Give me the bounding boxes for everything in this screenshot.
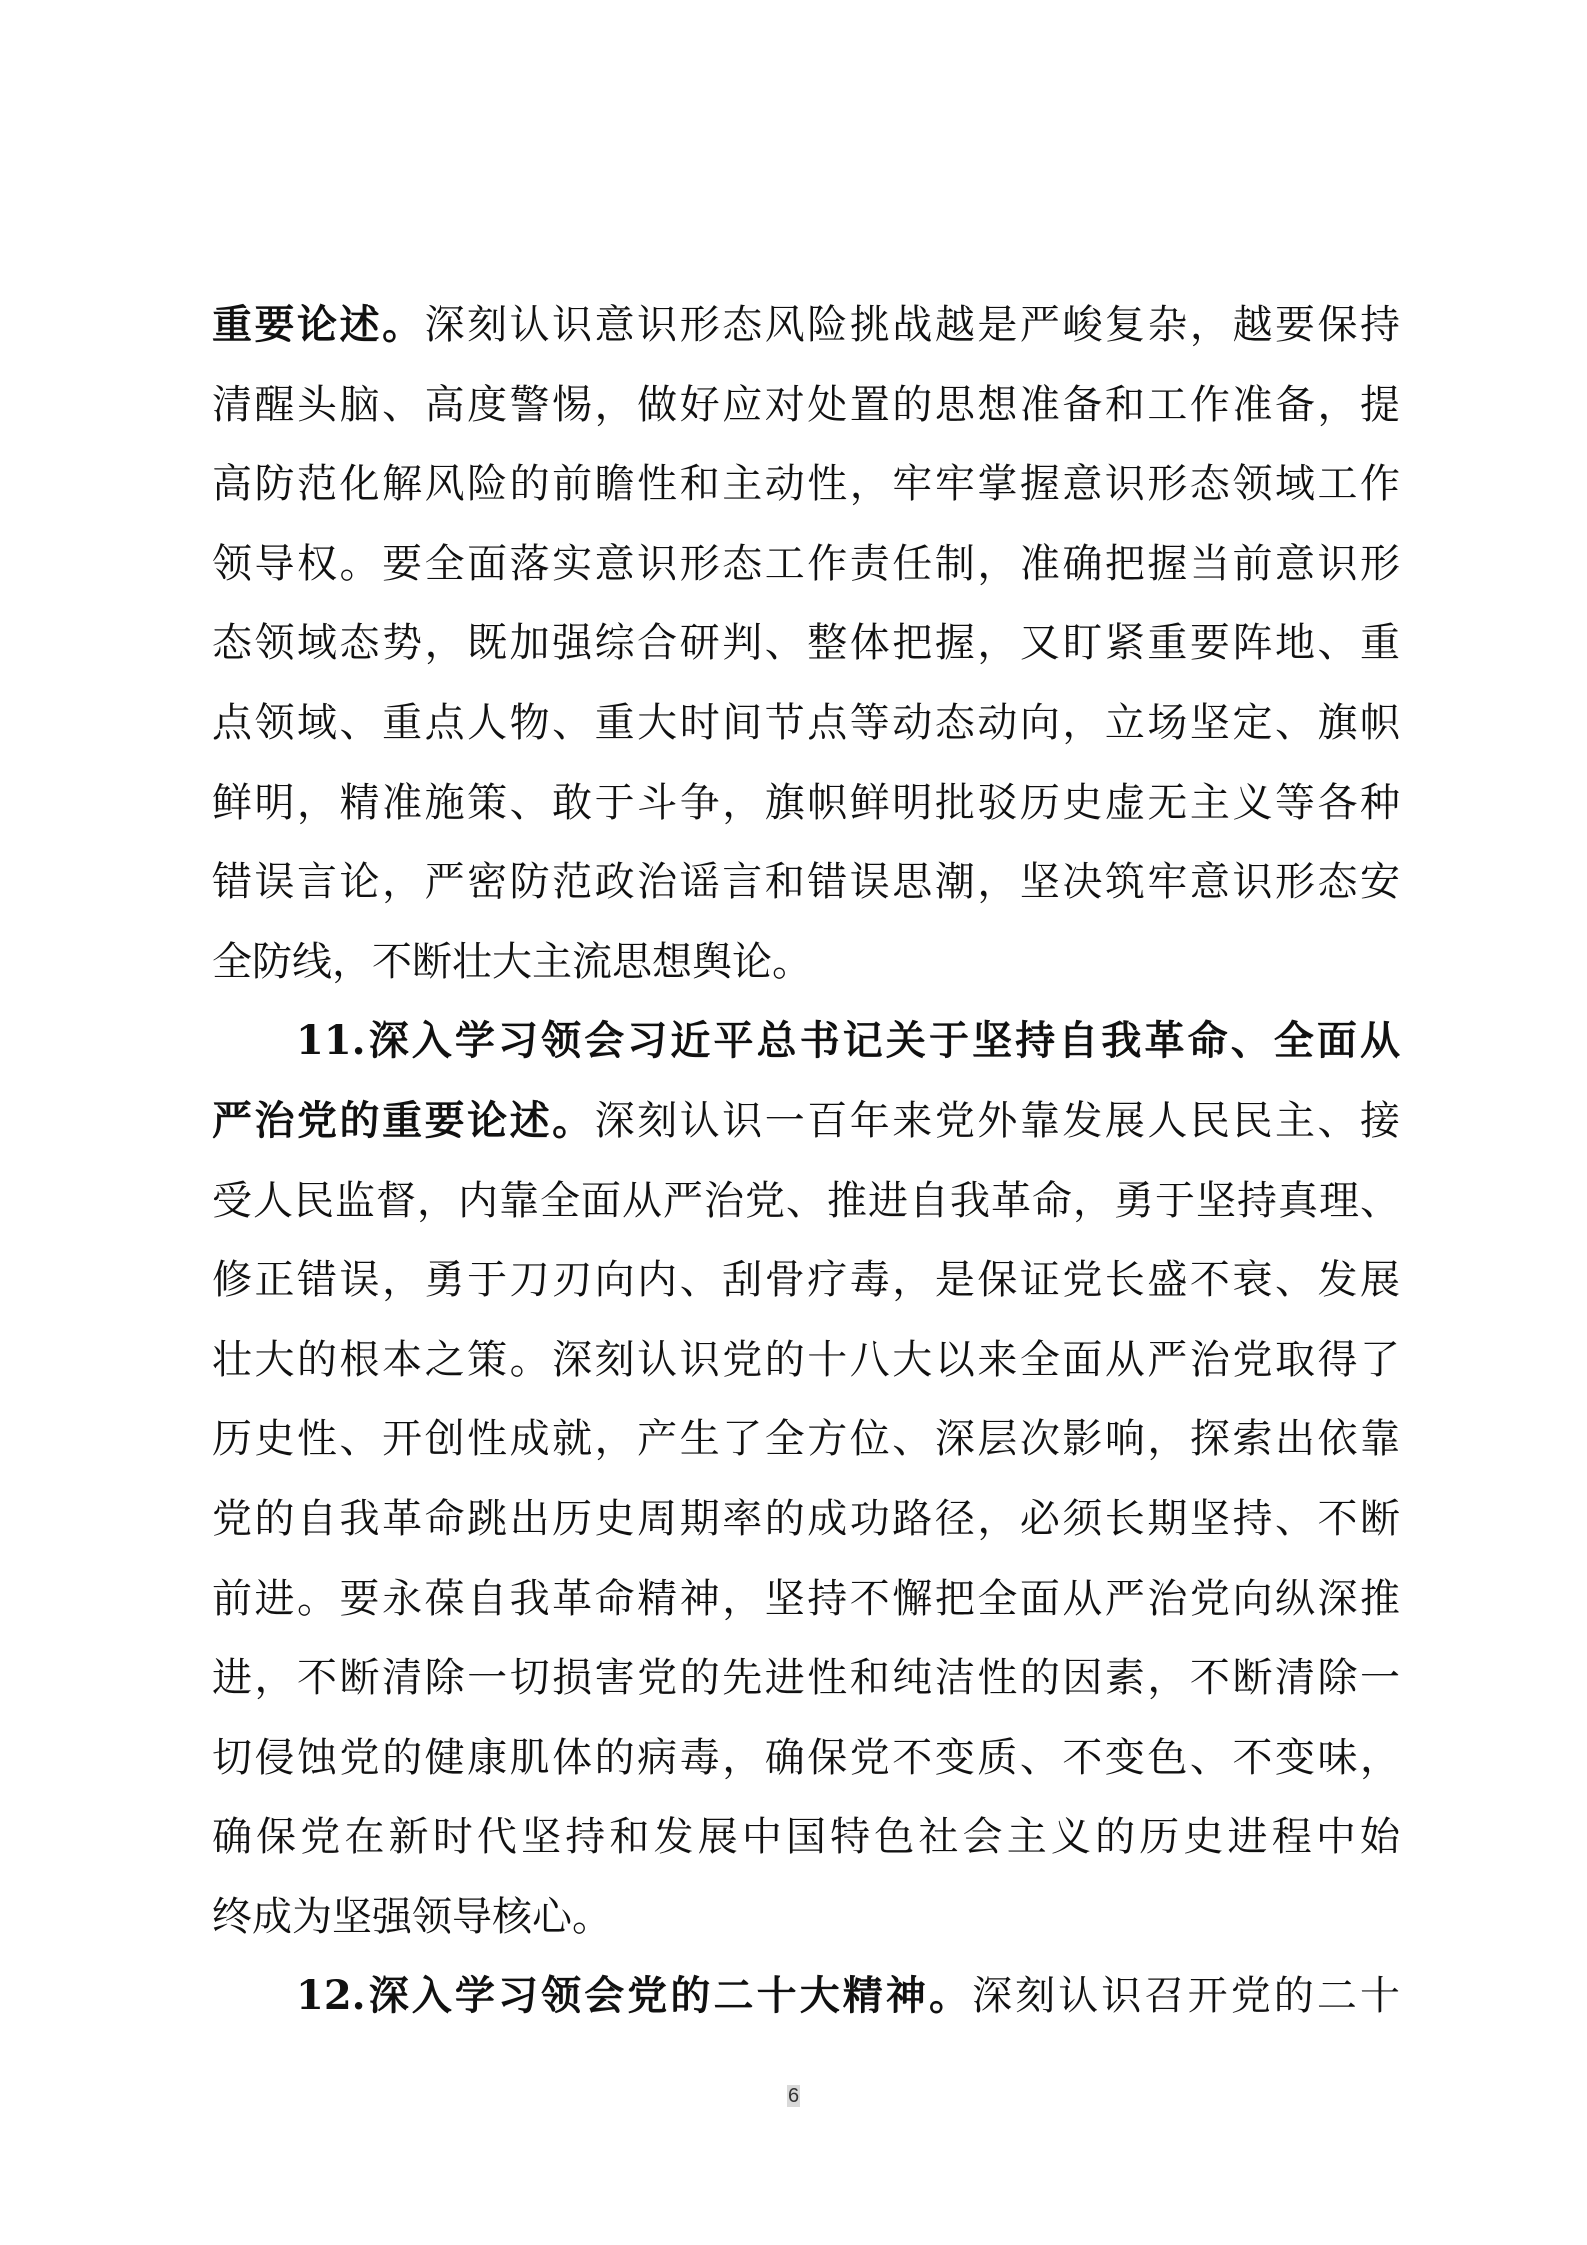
text-line	[212, 688, 1400, 768]
text-line	[212, 1882, 1400, 1962]
text-fragment: 历史性、开创性成就，产生了全方位、深层次影响，探索出依靠	[212, 1416, 1400, 1463]
text-line	[212, 1086, 1400, 1166]
text-fragment: 错误言论，严密防范政治谣言和错误思潮，坚决筑牢意识形态安	[212, 859, 1400, 906]
text-fragment: 全防线，不断壮大主流思想舆论。	[212, 938, 812, 985]
text-fragment: 态领域态势，既加强综合研判、整体把握，又盯紧重要阵地、重	[212, 620, 1400, 667]
text-fragment: 点领域、重点人物、重大时间节点等动态动向，立场坚定、旗帜	[212, 699, 1400, 746]
text-line	[212, 290, 1400, 370]
text-line	[212, 608, 1400, 688]
page-number	[0, 2085, 1587, 2108]
text-line	[212, 370, 1400, 450]
document-body	[212, 290, 1400, 2041]
bold-heading-fragment: 11.深入学习领会习近平总书记关于坚持自我革命、全面从	[296, 1017, 1400, 1065]
text-line	[212, 1723, 1400, 1803]
text-line	[212, 927, 1400, 1007]
text-fragment: 终成为坚强领导核心。	[212, 1893, 612, 1940]
bold-heading-fragment: 严治党的重要论述。	[212, 1096, 595, 1144]
page-number-label: 6	[787, 2085, 800, 2107]
bold-heading-fragment: 重要论述。	[212, 301, 425, 348]
text-fragment: 受人民监督，内靠全面从严治党、推进自我革命，勇于坚持真理、	[212, 1177, 1400, 1224]
text-line	[212, 1325, 1400, 1405]
text-fragment: 前进。要永葆自我革命精神，坚持不懈把全面从严治党向纵深推	[212, 1575, 1400, 1622]
text-line	[212, 768, 1400, 848]
text-line	[212, 1564, 1400, 1644]
text-line	[212, 1166, 1400, 1246]
text-fragment: 党的自我革命跳出历史周期率的成功路径，必须长期坚持、不断	[212, 1495, 1400, 1542]
text-line	[212, 847, 1400, 927]
text-line	[212, 1006, 1400, 1086]
text-line	[212, 1643, 1400, 1723]
text-line	[212, 1404, 1400, 1484]
text-fragment: 领导权。要全面落实意识形态工作责任制，准确把握当前意识形	[212, 540, 1400, 587]
text-fragment: 修正错误，勇于刀刃向内、刮骨疗毒，是保证党长盛不衰、发展	[212, 1257, 1400, 1304]
text-line	[212, 1484, 1400, 1564]
text-line	[212, 1802, 1400, 1882]
text-fragment: 确保党在新时代坚持和发展中国特色社会主义的历史进程中始	[212, 1814, 1400, 1861]
text-fragment: 深刻认识召开党的二十	[972, 1973, 1400, 2020]
text-line	[212, 1961, 1400, 2041]
text-fragment: 深刻认识一百年来党外靠发展人民民主、接	[594, 1097, 1400, 1144]
bold-heading-fragment: 12.深入学习领会党的二十大精神。	[296, 1972, 973, 2020]
text-fragment: 鲜明，精准施策、敢于斗争，旗帜鲜明批驳历史虚无主义等各种	[212, 779, 1400, 826]
text-fragment: 高防范化解风险的前瞻性和主动性，牢牢掌握意识形态领域工作	[212, 461, 1400, 508]
text-fragment: 清醒头脑、高度警惕，做好应对处置的思想准备和工作准备，提	[212, 381, 1400, 428]
text-fragment: 进，不断清除一切损害党的先进性和纯洁性的因素，不断清除一	[212, 1655, 1400, 1702]
text-line	[212, 449, 1400, 529]
text-fragment: 深刻认识意识形态风险挑战越是严峻复杂，越要保持	[424, 302, 1400, 348]
text-fragment: 壮大的根本之策。深刻认识党的十八大以来全面从严治党取得了	[212, 1336, 1400, 1383]
text-line	[212, 1245, 1400, 1325]
text-fragment: 切侵蚀党的健康肌体的病毒，确保党不变质、不变色、不变味，	[212, 1734, 1400, 1781]
text-line	[212, 529, 1400, 609]
